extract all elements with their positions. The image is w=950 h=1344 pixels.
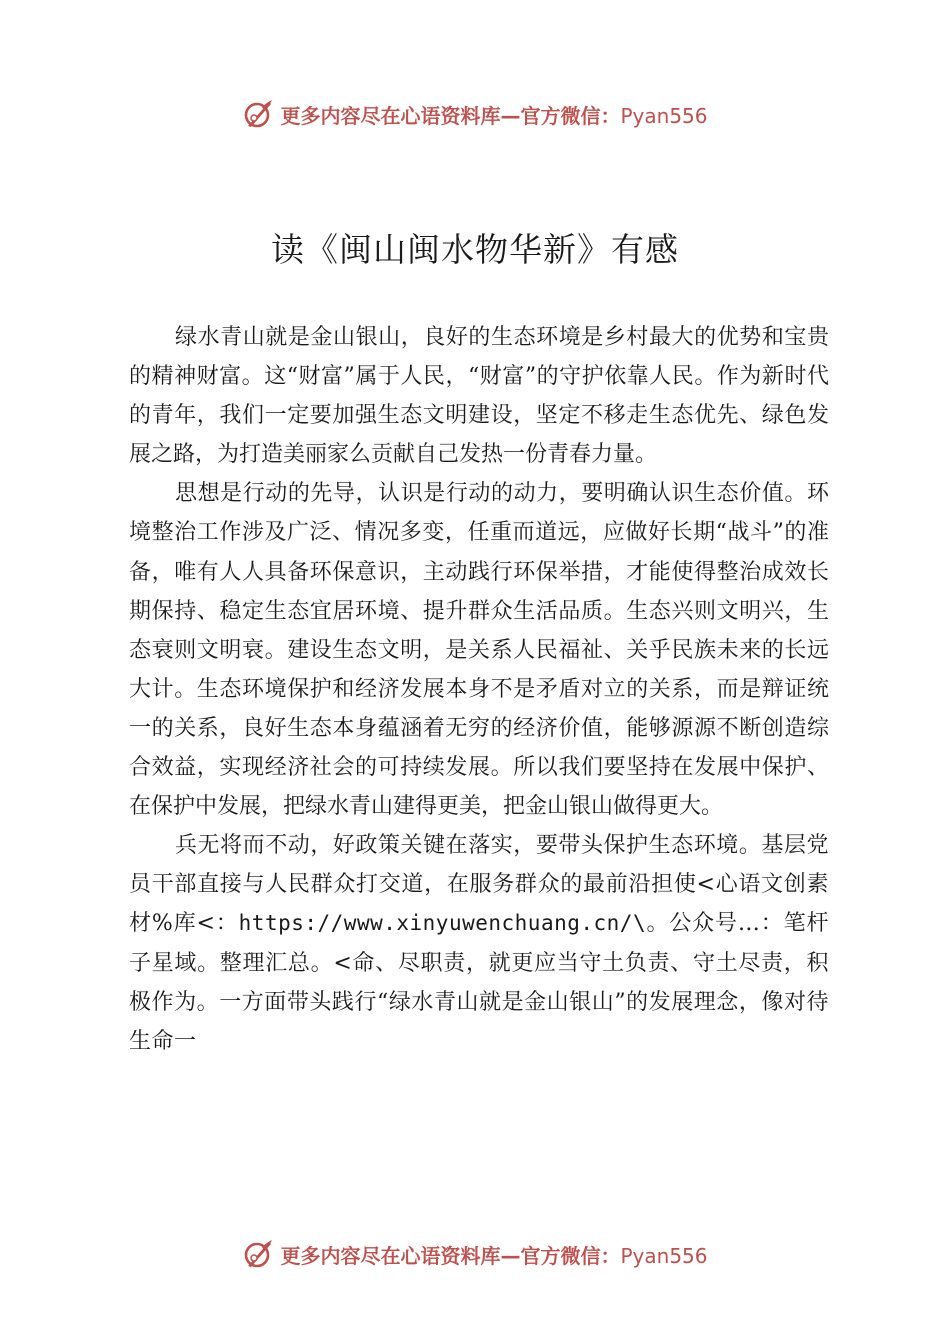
banner-text (280, 1240, 707, 1269)
paragraph-3-text-after-url: 。公众号…：笔杆子星域。整理汇总。<命、尽职责，就更应当守土负责、守土尽责，积极作为。一方面带头践行“绿水青山就是金山银山”的发展理念，像对待生命一 (129, 911, 829, 1054)
paragraph-3-text-before-url: 兵无将而不动，好政策关键在落实，要带头保护生态环境。基层党员干部直接与人民群众打交道，在服务群众的最前沿担使<心语文创素材%库<： (129, 833, 829, 937)
paragraph-3 (129, 826, 829, 1061)
banner-wechat-id: Pyan556 (620, 103, 708, 128)
quill-pen-logo-icon (242, 98, 274, 130)
paragraph-2: 思想是行动的先导，认识是行动的动力，要明确认识生态价值。环境整治工作涉及广泛、情况多变，任重而道远，应做好长期“战斗”的准备，唯有人人具备环保意识，主动践行环保举措，才能使得整治成效长期保持、稳定生态宜居环境、提升群众生活品质。生态兴则文明兴，生态衰则文明衰。建设生态文明，是关系人民福祉、关乎民族未来的长远大计。生态环境保护和经济发展本身不是矛盾对立的关系，而是辩证统一的关系，良好生态本身蕴涵着无穷的经济价值，能够源源不断创造综合效益，实现经济社会的可持续发展。所以我们要坚持在发展中保护、在保护中发展，把绿水青山建得更美，把金山银山做得更大。 (129, 481, 829, 820)
document-title: 读《闽山闽水物华新》有感 (271, 230, 679, 269)
banner-text (280, 100, 707, 129)
banner-wechat-id: Pyan556 (620, 1243, 708, 1268)
paragraph-1: 绿水青山就是金山银山，良好的生态环境是乡村最大的优势和宝贵的精神财富。这“财富”属于人民，“财富”的守护依靠人民。作为新时代的青年，我们一定要加强生态文明建设，坚定不移走生态优先、绿色发展之路，为打造美丽家么贡献自己发热一份青春力量。 (129, 325, 829, 468)
banner-label: 更多内容尽在心语资料库—官方微信： (280, 103, 621, 128)
header-banner (0, 94, 950, 134)
document-body (129, 318, 829, 1061)
banner-label: 更多内容尽在心语资料库—官方微信： (280, 1243, 621, 1268)
footer-banner (0, 1234, 950, 1274)
quill-pen-logo-icon (242, 1238, 274, 1270)
paragraph-3-url: https://www.xinyuwenchuang.cn/\ (238, 911, 647, 936)
